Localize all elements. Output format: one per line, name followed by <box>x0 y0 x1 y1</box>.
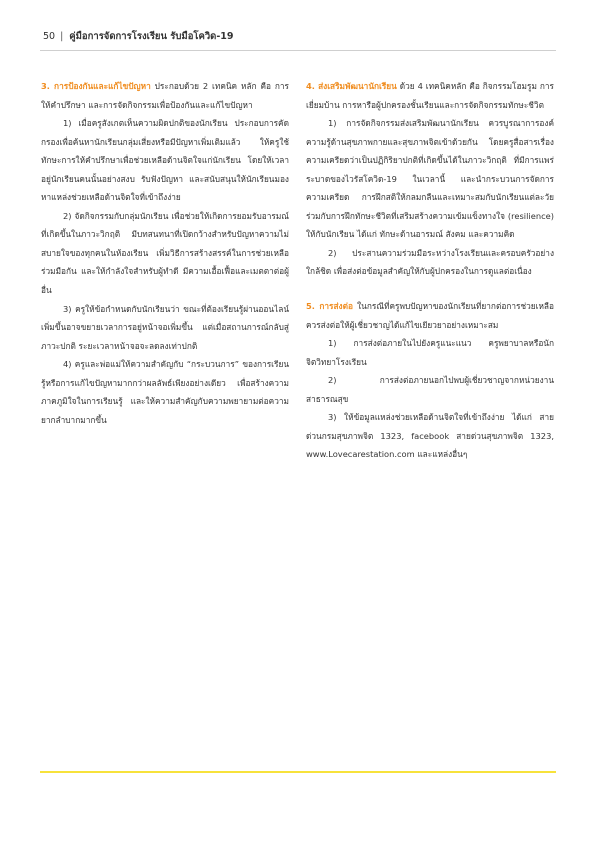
section-4-item-2: 2) ประสานความร่วมมือระหว่างโรงเรียนและครอบครัวอย่างใกล้ชิด เพื่อส่งต่อข้อมูลสำคัญให้กับผู้ปกครองในการดูแลต่อเนื่อง <box>306 247 554 277</box>
header-separator: | <box>60 30 64 42</box>
section-5-item-1: 1) การส่งต่อภายในไปยังครูแนะแนว ครูพยาบาลหรือนักจิตวิทยาโรงเรียน <box>306 338 554 367</box>
section-4-intro: ด้วย 4 เทคนิคหลัก คือ กิจกรรมโฮมรูม การเยี่ยมบ้าน การหารือผู้ปกครองชั้นเรียนและการจัดกิจกรรมทักษะชีวิต <box>306 81 554 110</box>
section-3-heading: 3. การป้องกันและแก้ไขปัญหา <box>41 81 151 91</box>
section-5-intro-paragraph <box>306 297 554 334</box>
running-header <box>43 29 234 43</box>
section-3-item-4: 4) ครูและพ่อแม่ให้ความสำคัญกับ “กระบวนการ” ของการเรียนรู้หรือการแก้ไขปัญหามากกว่าผลลัพธ์เพียงอย่างเดียว เพื่อสร้างความภาคภูมิใจในการเรียนรู้ และให้ความสำคัญกับความพยายามต่อความยากลำบากมากขึ้น <box>41 359 289 425</box>
section-5-item-2: 2) การส่งต่อภายนอกไปพบผู้เชี่ยวชาญจากหน่วยงานสาธารณสุข <box>306 375 554 404</box>
section-5-item-3: 3) ให้ข้อมูลแหล่งช่วยเหลือด้านจิตใจที่เข้าถึงง่าย ได้แก่ สายด่วนกรมสุขภาพจิต 1323, facebook สายด่วนสุขภาพจิต 1323, www.Lovecarestation.com และแหล่งอื่นๆ <box>306 412 554 460</box>
section-5-intro: ในกรณีที่ครูพบปัญหาของนักเรียนที่ยากต่อการช่วยเหลือ ควรส่งต่อให้ผู้เชี่ยวชาญได้แก้ไขเยียวยาอย่างเหมาะสม <box>306 301 554 330</box>
right-column <box>306 77 554 464</box>
section-3-intro-paragraph <box>41 77 289 114</box>
section-3-item-1: 1) เมื่อครูสังเกตเห็นความผิดปกติของนักเรียน ประกอบการคัดกรองเพื่อค้นหานักเรียนกลุ่มเสี่ยงหรือมีปัญหาเพิ่มเติมแล้ว ให้ครูใช้ทักษะการให้คำปรึกษาเพื่อช่วยเหลือด้านจิตใจแก่นักเรียน โดยให้เวลาอยู่นักเรียนคนนั้นอย่างสงบ รับฟังปัญหา และสนับสนุนให้นักเรียนมองหาแหล่งช่วยเหลือด้านจิตใจที่เข้าถึงง่าย <box>41 118 289 203</box>
section-3-item-3: 3) ครูให้ข้อกำหนดกับนักเรียนว่า ขณะที่ต้องเรียนรู้ผ่านออนไลน์เพิ่มขึ้นอาจขยายเวลาการอยู่หน้าจอเพิ่มขึ้น แต่เมื่อสถานการณ์กลับสู่ภาวะปกติ ระยะเวลาหน้าจอจะลดลงเท่าปกติ <box>41 303 289 351</box>
header-title: คู่มือการจัดการโรงเรียน รับมือโควิด-19 <box>69 30 234 42</box>
section-3-intro: ประกอบด้วย 2 เทคนิค หลัก คือ การให้คำปรึกษา และการจัดกิจกรรมเพื่อป้องกันและแก้ไขปัญหา <box>41 81 289 110</box>
section-4-item-1: 1) การจัดกิจกรรมส่งเสริมพัฒนานักเรียน ควรบูรณาการองค์ความรู้ด้านสุขภาพกายและสุขภาพจิตเข้าด้วยกัน โดยครูสื่อสารเรื่องความเครียดว่าเป็นปฏิกิริยาปกติที่เกิดขึ้นได้ในภาวะวิกฤติ ที่มีการแพร่ระบาดของไวรัสโควิด-19 ในเวลานี้ และนำกระบวนการจัดการความเครียด การฝึกสติให้กลมกลืนและเหมาะสมกับนักเรียนแต่ละวัย ร่วมกับการฝึกทักษะชีวิตที่เสริมสร้างความเข้มแข็งทางใจ (resilience) ให้กับนักเรียน ได้แก่ ทักษะด้านอารมณ์ สังคม และความคิด <box>306 118 554 240</box>
left-column <box>41 77 289 429</box>
section-4-heading: 4. ส่งเสริมพัฒนานักเรียน <box>306 81 397 91</box>
section-3-item-2: 2) จัดกิจกรรมกับกลุ่มนักเรียน เพื่อช่วยให้เกิดการยอมรับอารมณ์ที่เกิดขึ้นในภาวะวิกฤติ มีบทสนทนาที่เปิดกว้างสำหรับปัญหาความไม่สบายใจของทุกคนในห้องเรียน เพิ่มวิธีการสร้างสรรค์ในการช่วยเหลือร่วมมือกัน และให้กำลังใจสำหรับผู้ทำดี มีความเอื้อเฟื้อและเมตตาต่อผู้อื่น <box>41 210 289 296</box>
header-rule <box>40 50 556 51</box>
section-4-intro-paragraph <box>306 77 554 114</box>
page-number: 50 <box>43 30 56 42</box>
footer-rule <box>40 771 556 773</box>
section-5-heading: 5. การส่งต่อ <box>306 301 353 312</box>
